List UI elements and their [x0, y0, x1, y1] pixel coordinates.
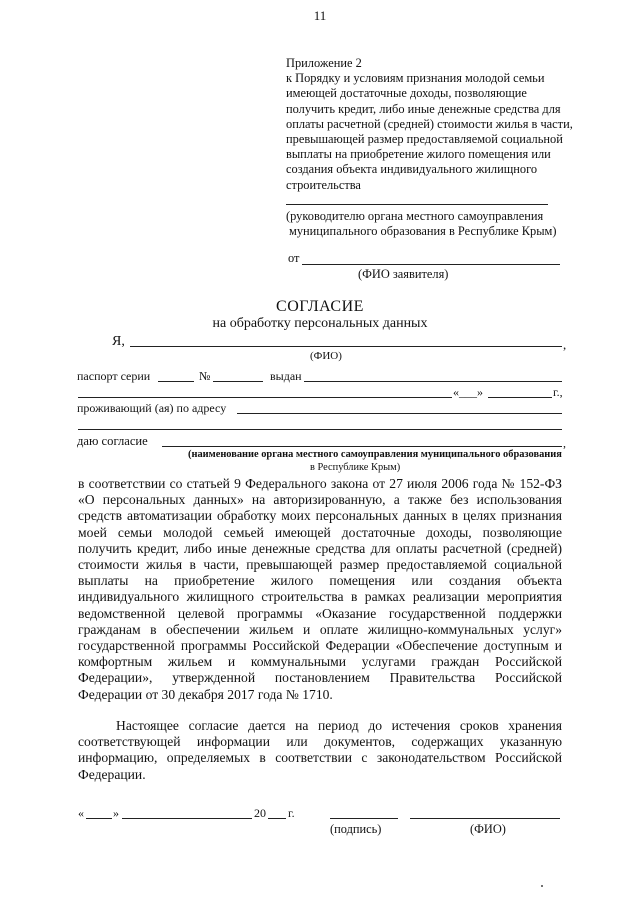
page-number: 11	[313, 8, 327, 23]
address-field-continued[interactable]	[78, 429, 562, 430]
appendix-line: получить кредит, либо иные денежные средства для	[286, 101, 561, 116]
recipient-line[interactable]	[286, 204, 548, 205]
org-caption-2: в Республике Крым)	[310, 462, 401, 473]
org-name-field[interactable]	[162, 446, 562, 447]
address-label: проживающий (ая) по адресу	[77, 401, 227, 415]
recipient-caption-1: (руководителю органа местного самоуправления	[286, 209, 544, 223]
passport-series-label: паспорт серии	[77, 369, 151, 383]
issue-date-day: «___»	[453, 385, 483, 399]
consent-body-paragraph-1: в соответствии со статьей 9 Федерального закона от 27 июля 2006 года № 152-ФЗ «О персональных данных» на авторизированную, а также без использования средств автоматизации обработку моих персональных данных в целях признания моей семьи молодой семьей имеющей достаточные доходы, позволяющие получить кредит, либо иные денежные средства для оплаты расчетной (средней) стоимости жилья в части, превышающей размер предоставляемой социальной выплаты на приобретение жилого помещения или создания объекта индивидуального жилищного строительства в рамках реализации мероприятия ведомственной целевой программы «Оказание государственной поддержки гражданам в обеспечении жильем и оплате жилищно-коммунальных услуг» государственной программы Российской Федерации «Обеспечение доступным и комфортным жильем и коммунальными услугами граждан Российской Федерации», утвержденной постановлением Правительства Российской Федерации от 30 декабря 2017 года № 1710.	[78, 476, 562, 702]
consent-label: даю согласие	[77, 434, 148, 448]
document-title: СОГЛАСИЕ	[276, 298, 364, 315]
passport-number-sign: №	[199, 369, 211, 383]
appendix-line: строительства	[286, 177, 361, 192]
appendix-line: выплаты на приобретение жилого помещения или	[286, 147, 551, 162]
issued-by-field[interactable]	[304, 381, 562, 382]
signature-date-close: »	[113, 806, 119, 820]
passport-series-field[interactable]	[158, 381, 194, 382]
appendix-line: превышающей размер предоставляемой социальной	[286, 132, 563, 147]
signature-fio-field[interactable]	[410, 818, 560, 819]
appendix-line: оплаты расчетной (средней) стоимости жилья в части,	[286, 116, 573, 131]
issued-label: выдан	[270, 369, 302, 383]
from-line[interactable]	[302, 264, 560, 265]
issue-date-year-suffix: г.,	[553, 385, 563, 399]
appendix-line: имеющей достаточные доходы, позволяющие	[286, 86, 527, 101]
issue-date-month-field[interactable]	[488, 397, 552, 398]
appendix-title: Приложение 2	[286, 56, 362, 70]
appendix-line: создания объекта индивидуального жилищного	[286, 162, 538, 177]
consent-body-paragraph-2: Настоящее согласие дается на период до истечения сроков хранения соответствующей информации или документов, содержащих указанную информацию, определяемых в соответствии с законодательством Российской Федерации.	[78, 718, 562, 782]
consent-line-end: ,	[563, 436, 566, 450]
signature-day-field[interactable]	[86, 818, 112, 819]
signature-year-field[interactable]	[268, 818, 286, 819]
recipient-caption-2: муниципального образования в Республике Крым)	[289, 224, 557, 238]
appendix-header	[286, 56, 586, 193]
signature-month-field[interactable]	[122, 818, 252, 819]
appendix-line: к Порядку и условиям признания молодой семьи	[286, 71, 545, 86]
signature-fio-caption: (ФИО)	[470, 822, 506, 836]
signature-year-prefix: 20	[254, 806, 266, 820]
scan-speck	[541, 885, 543, 887]
org-caption-1: (наименование органа местного самоуправления муниципального образования	[188, 449, 562, 460]
signature-caption: (подпись)	[330, 822, 382, 836]
from-label: от	[288, 251, 300, 265]
passport-number-field[interactable]	[213, 381, 263, 382]
i-label: Я,	[112, 334, 125, 349]
signature-field[interactable]	[330, 818, 398, 819]
document-subtitle: на обработку персональных данных	[212, 316, 428, 331]
address-field[interactable]	[237, 413, 562, 414]
from-caption: (ФИО заявителя)	[358, 267, 449, 281]
fio-line[interactable]	[130, 346, 562, 347]
signature-date-open: «	[78, 806, 84, 820]
issued-by-field-continued[interactable]	[78, 397, 452, 398]
fio-caption: (ФИО)	[310, 350, 342, 362]
signature-year-suffix: г.	[288, 806, 295, 820]
fio-line-end: ,	[563, 337, 567, 352]
